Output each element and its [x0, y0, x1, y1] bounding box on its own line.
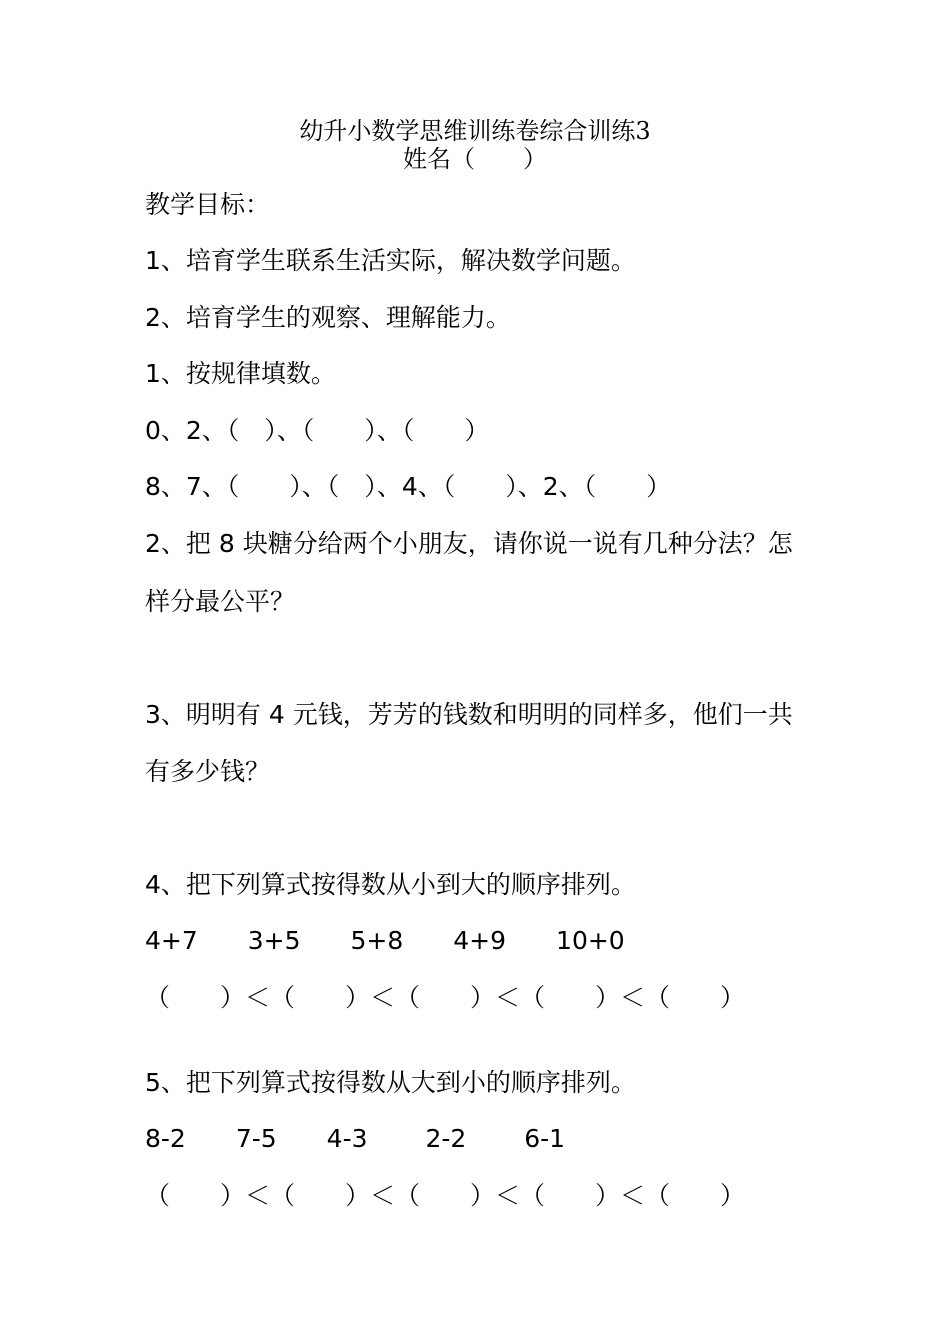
question-2-text-cont: 样分最公平？: [145, 587, 296, 616]
question-1-prompt: 1、按规律填数。: [145, 359, 336, 388]
question-3-text-cont: 有多少钱？: [145, 757, 271, 786]
objective-item: 1、培育学生联系生活实际，解决数学问题。: [145, 246, 636, 275]
question-5-prompt: 5、把下列算式按得数从大到小的顺序排列。: [145, 1068, 636, 1097]
objective-item: 2、培育学生的观察、理解能力。: [145, 303, 511, 332]
page-title: 幼升小数学思维训练卷综合训练3: [299, 117, 651, 145]
question-5-answer-row: （ ）＜（ ）＜（ ）＜（ ）＜（ ）: [145, 1181, 746, 1210]
question-4-answer-row: （ ）＜（ ）＜（ ）＜（ ）＜（ ）: [145, 983, 746, 1012]
question-1-sequence-a: 0、2、（ ）、（ ）、（ ）: [145, 416, 490, 445]
question-4-prompt: 4、把下列算式按得数从小到大的顺序排列。: [145, 870, 636, 899]
question-1-sequence-b: 8、7、（ ）、（ ）、4、（ ）、2、（ ）: [145, 472, 672, 501]
name-field: 姓名（ ）: [403, 145, 547, 173]
question-4-expressions: 4+7 3+5 5+8 4+9 10+0: [145, 926, 625, 955]
question-5-expressions: 8-2 7-5 4-3 2-2 6-1: [145, 1124, 566, 1153]
question-3-text: 3、明明有 4 元钱，芳芳的钱数和明明的同样多，他们一共: [145, 700, 793, 729]
objectives-heading: 教学目标：: [145, 190, 271, 219]
question-2-text: 2、把 8 块糖分给两个小朋友，请你说一说有几种分法？怎: [145, 529, 793, 558]
